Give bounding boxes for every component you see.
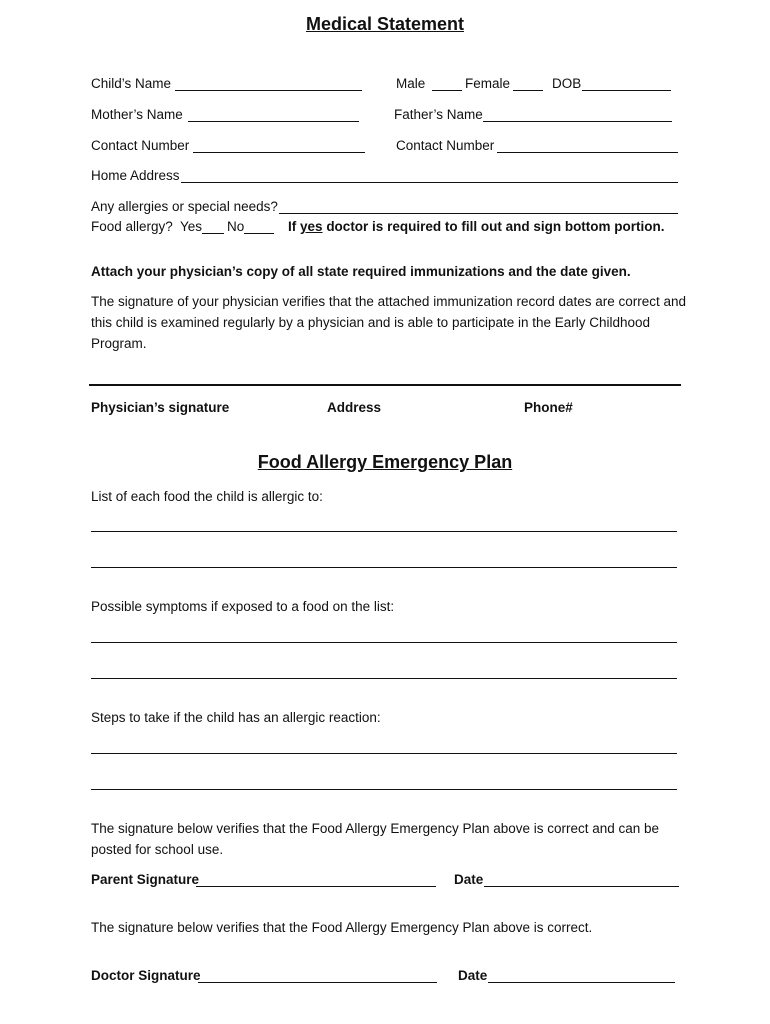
fathers-name-label: Father’s Name	[394, 107, 483, 122]
food-list-label: List of each food the child is allergic to:	[91, 489, 323, 504]
verify-paragraph: The signature of your physician verifies that the attached immunization record dates are correct and this child is examined regularly by a physician and is able to participate in the Early Childhood Program.	[91, 294, 687, 351]
home-address-label: Home Address	[91, 168, 180, 183]
physician-signature-line[interactable]	[89, 384, 681, 386]
if-yes-text: yes	[300, 219, 323, 234]
female-field[interactable]	[513, 90, 543, 91]
childs-name-field[interactable]	[175, 90, 362, 91]
allergies-label: Any allergies or special needs?	[91, 199, 278, 214]
physician-phone-label: Phone#	[524, 400, 573, 415]
attach-note: Attach your physician’s copy of all state required immunizations and the date given.	[91, 264, 631, 279]
parent-date-label: Date	[454, 872, 484, 887]
doctor-signature-field[interactable]	[198, 982, 437, 983]
steps-label: Steps to take if the child has an allergic reaction:	[91, 710, 381, 725]
steps-line-1[interactable]	[91, 753, 677, 754]
parent-signature-label: Parent Signature	[91, 872, 200, 887]
doctor-date-label: Date	[458, 968, 488, 983]
parent-signature-field[interactable]	[196, 886, 436, 887]
contact-number-field-1[interactable]	[193, 152, 365, 153]
yes-label: Yes	[180, 219, 203, 234]
doctor-verify-paragraph: The signature below verifies that the Food Allergy Emergency Plan above is correct.	[91, 920, 593, 935]
parent-verify-paragraph: The signature below verifies that the Food Allergy Emergency Plan above is correct and can be posted for school use.	[91, 821, 660, 857]
dob-label: DOB	[552, 76, 582, 91]
symptoms-line-1[interactable]	[91, 642, 677, 643]
male-label: Male	[396, 76, 426, 91]
food-allergy-label: Food allergy?	[91, 219, 173, 234]
if-suffix: doctor is required to fill out and sign bottom portion.	[326, 219, 665, 234]
mothers-name-field[interactable]	[188, 121, 359, 122]
physician-signature-label: Physician’s signature	[91, 400, 230, 415]
doctor-signature-label: Doctor Signature	[91, 968, 201, 983]
dob-field[interactable]	[582, 90, 671, 91]
parent-date-field[interactable]	[484, 886, 679, 887]
female-label: Female	[465, 76, 511, 91]
food-list-line-1[interactable]	[91, 531, 677, 532]
doctor-date-field[interactable]	[488, 982, 675, 983]
symptoms-label: Possible symptoms if exposed to a food on the list:	[91, 599, 395, 614]
fathers-name-field[interactable]	[483, 121, 672, 122]
if-prefix: If	[288, 219, 297, 234]
steps-line-2[interactable]	[91, 789, 677, 790]
contact-number-label-1: Contact Number	[91, 138, 190, 153]
no-label: No	[227, 219, 245, 234]
symptoms-line-2[interactable]	[91, 678, 677, 679]
doctor-required-note	[288, 219, 665, 235]
food-list-line-2[interactable]	[91, 567, 677, 568]
plan-title: Food Allergy Emergency Plan	[257, 452, 513, 472]
physician-address-label: Address	[327, 400, 382, 415]
male-field[interactable]	[432, 90, 462, 91]
contact-number-label-2: Contact Number	[396, 138, 495, 153]
childs-name-label: Child’s Name	[91, 76, 172, 91]
allergies-field[interactable]	[279, 213, 678, 214]
contact-number-field-2[interactable]	[497, 152, 678, 153]
home-address-field[interactable]	[181, 182, 678, 183]
no-field[interactable]	[244, 233, 274, 234]
mothers-name-label: Mother’s Name	[91, 107, 183, 122]
page-title: Medical Statement	[305, 14, 465, 34]
yes-field[interactable]	[202, 233, 224, 234]
